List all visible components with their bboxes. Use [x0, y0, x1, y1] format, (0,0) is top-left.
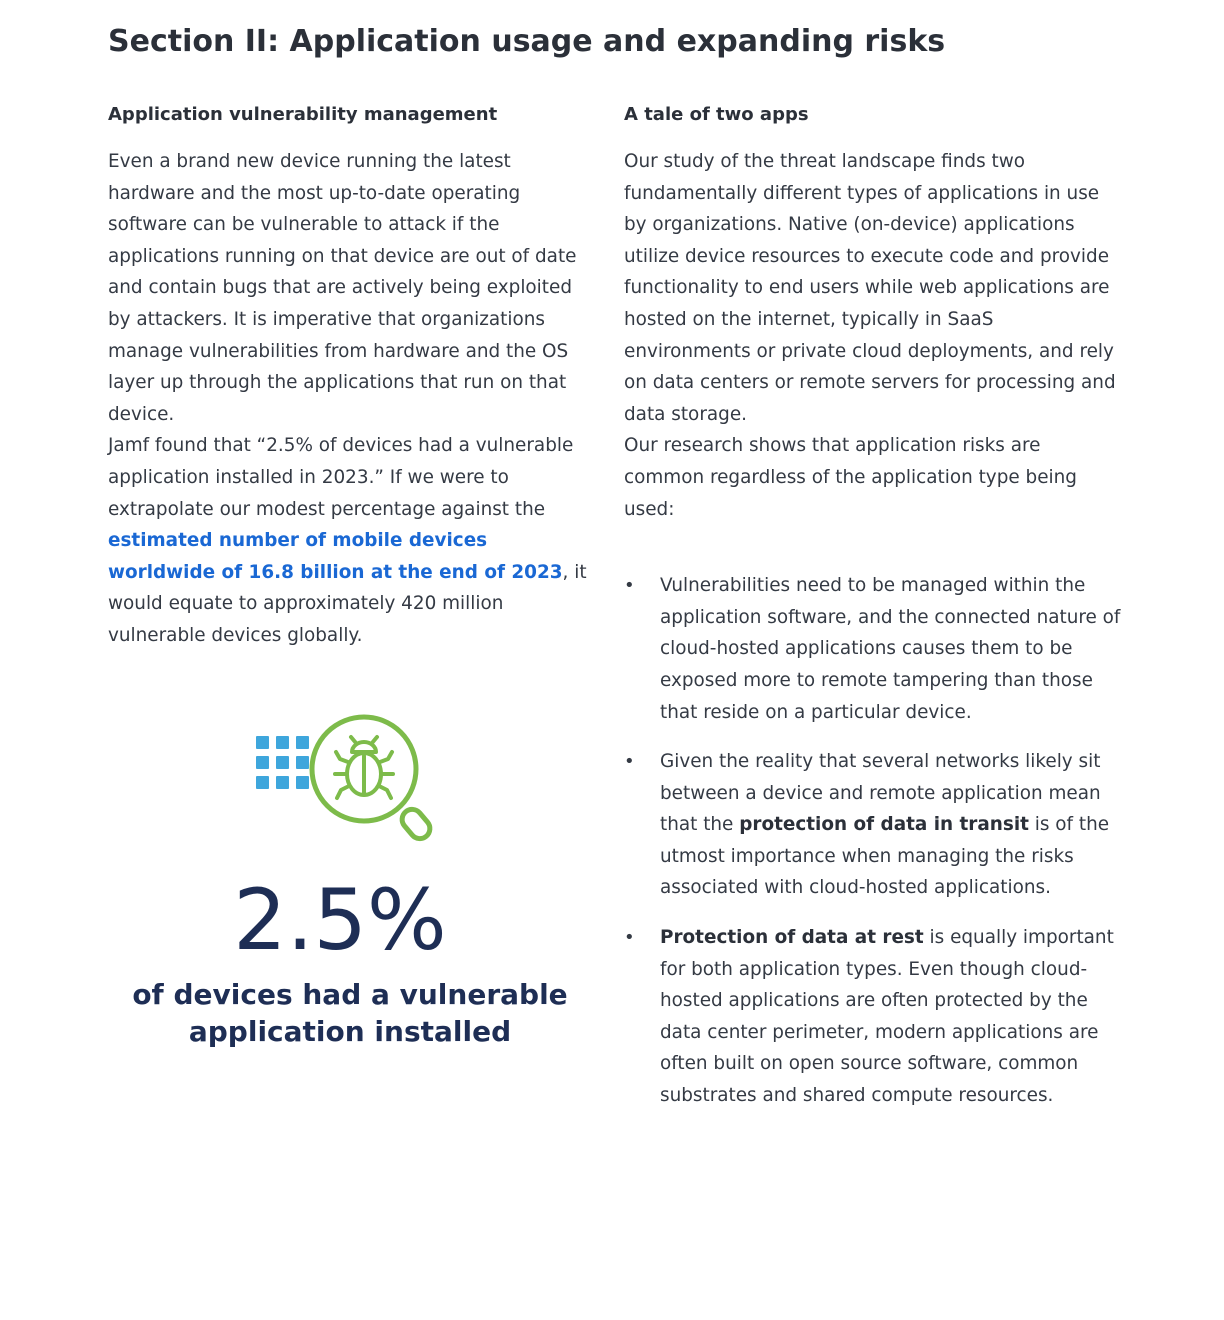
- app-grid-icon: [256, 736, 309, 789]
- list-item: [624, 922, 1124, 1112]
- bullet-bold-phrase: Protection of data at rest: [660, 927, 924, 949]
- bullet-marker: •: [624, 927, 635, 949]
- risk-bullet-list: [624, 570, 1124, 1112]
- page-title: Section II: Application usage and expanding risks: [108, 24, 946, 59]
- stat-caption-line-1: of devices had a vulnerable: [132, 978, 568, 1011]
- left-paragraph-1: Even a brand new device running the latest hardware and the most up-to-date operating software can be vulnerable to attack if the applications running on that device are out of date and contain bugs that are actively being exploited by attackers. It is imperative that organizations manage vulnerabilities from hardware and the OS layer up through the applications that run on that device.: [108, 151, 577, 425]
- bullet-text-start: Given the reality that several networks likely sit between a device and remote application mean that the: [660, 751, 1101, 836]
- bullet-marker: •: [624, 751, 635, 773]
- right-paragraph-1: Our study of the threat landscape finds two fundamentally different types of applications in use by organizations. Native (on-device) applications utilize device resources to execute code and provide functionality to end users while web applications are hosted on the internet, typically in SaaS environments or private cloud deployments, and rely on data centers or remote servers for processing and data storage.: [624, 151, 1116, 425]
- stat-percentage: 2.5%: [233, 871, 447, 969]
- left-column: [108, 98, 600, 652]
- bug-magnifier-icon: [254, 712, 440, 844]
- bullet-text-end: is of the utmost importance when managing the risks associated with cloud-hosted applications.: [660, 814, 1110, 899]
- mobile-devices-estimate-link[interactable]: estimated number of mobile devices worldwide of 16.8 billion at the end of 2023: [108, 530, 563, 583]
- magnifier-icon: [312, 717, 434, 843]
- stat-caption: [108, 976, 592, 1050]
- bullet-marker: •: [624, 575, 635, 597]
- left-paragraph-2-end: , it would equate to approximately 420 million vulnerable devices globally.: [108, 561, 587, 646]
- list-item: [624, 570, 1124, 728]
- right-paragraph-2: Our research shows that application risks are common regardless of the application type being used:: [624, 435, 1077, 520]
- stat-caption-line-2: application installed: [188, 1015, 512, 1048]
- right-column: [624, 98, 1124, 1130]
- bullet-text: Vulnerabilities need to be managed within the application software, and the connected nature of cloud-hosted applications causes them to be exposed more to remote tampering than those that reside on a particular device.: [660, 575, 1121, 723]
- right-column-heading: A tale of two apps: [624, 104, 809, 125]
- left-column-heading: Application vulnerability management: [108, 104, 498, 125]
- left-paragraph-2: [108, 430, 600, 651]
- bullet-text-end: is equally important for both application types. Even though cloud-hosted applications are often protected by the data center perimeter, modern applications are often built on open source software, common substrates and shared compute resources.: [660, 927, 1114, 1107]
- left-paragraph-2-start: Jamf found that “2.5% of devices had a vulnerable application installed in 2023.” If we were to extrapolate our modest percentage against the: [108, 435, 574, 520]
- bullet-bold-phrase: protection of data in transit: [739, 814, 1029, 836]
- list-item: [624, 746, 1124, 904]
